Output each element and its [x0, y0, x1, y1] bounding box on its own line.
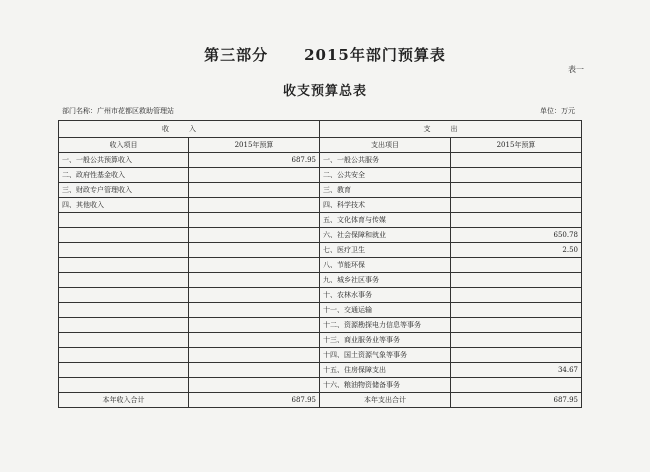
income-value-cell [189, 258, 320, 273]
expense-section-header: 支出 [320, 121, 582, 138]
expense-value-cell [451, 273, 582, 288]
income-value-cell [189, 168, 320, 183]
col-income-budget: 2015年预算 [189, 138, 320, 153]
expense-value-cell [451, 168, 582, 183]
income-item-cell [59, 228, 189, 243]
income-value-cell [189, 213, 320, 228]
expense-value-cell [451, 288, 582, 303]
expense-value-cell [451, 198, 582, 213]
expense-item-cell: 五、文化体育与传媒 [320, 213, 451, 228]
expense-item-cell: 八、节能环保 [320, 258, 451, 273]
page-title [0, 44, 650, 65]
income-item-cell [59, 318, 189, 333]
expense-value-cell [451, 258, 582, 273]
income-item-cell [59, 288, 189, 303]
expense-value-cell [451, 348, 582, 363]
table-row [59, 258, 582, 273]
expense-item-cell: 一、一般公共服务 [320, 153, 451, 168]
table-subtitle: 收支预算总表 [282, 84, 367, 99]
expense-item-cell: 七、医疗卫生 [320, 243, 451, 258]
expense-item-cell: 六、社会保障和就业 [320, 228, 451, 243]
expense-item-cell: 十二、资源勘探电力信息等事务 [320, 318, 451, 333]
table-row [59, 318, 582, 333]
income-value-cell [189, 333, 320, 348]
budget-title: 2015年部门预算表 [304, 46, 446, 64]
income-item-cell [59, 303, 189, 318]
expense-value-cell [451, 153, 582, 168]
part-label: 第三部分 [204, 46, 269, 64]
income-item-cell [59, 363, 189, 378]
income-value-cell [189, 273, 320, 288]
expense-value-cell: 650.78 [451, 228, 582, 243]
table-row [59, 213, 582, 228]
expense-value-cell [451, 183, 582, 198]
table-row [59, 363, 582, 378]
total-income-value: 687.95 [189, 393, 320, 408]
income-section-header: 收入 [59, 121, 320, 138]
income-value-cell: 687.95 [189, 153, 320, 168]
income-value-cell [189, 228, 320, 243]
expense-value-cell [451, 333, 582, 348]
expense-item-cell: 十三、商业服务业等事务 [320, 333, 451, 348]
income-item-cell [59, 348, 189, 363]
expense-item-cell: 十、农林水事务 [320, 288, 451, 303]
total-row [59, 393, 582, 408]
income-item-cell: 一、一般公共预算收入 [59, 153, 189, 168]
income-item-cell: 三、财政专户管理收入 [59, 183, 189, 198]
col-income-item: 收入项目 [59, 138, 189, 153]
income-item-cell [59, 213, 189, 228]
expense-item-cell: 十五、住房保障支出 [320, 363, 451, 378]
expense-value-cell [451, 303, 582, 318]
expense-item-cell: 四、科学技术 [320, 198, 451, 213]
expense-item-cell: 九、城乡社区事务 [320, 273, 451, 288]
table-row [59, 303, 582, 318]
expense-value-cell [451, 213, 582, 228]
table-row [59, 198, 582, 213]
table-row [59, 228, 582, 243]
col-expense-item: 支出项目 [320, 138, 451, 153]
expense-item-cell: 十一、交通运输 [320, 303, 451, 318]
column-header-row [59, 138, 582, 153]
income-item-cell [59, 273, 189, 288]
table-row [59, 183, 582, 198]
section-header-row [59, 121, 582, 138]
expense-value-cell: 34.67 [451, 363, 582, 378]
income-value-cell [189, 198, 320, 213]
expense-value-cell [451, 318, 582, 333]
department-name: 部门名称：广州市花都区救助管理站 [62, 107, 174, 115]
income-value-cell [189, 378, 320, 393]
income-item-cell [59, 333, 189, 348]
total-income-label: 本年收入合计 [59, 393, 189, 408]
income-value-cell [189, 348, 320, 363]
income-value-cell [189, 363, 320, 378]
income-value-cell [189, 183, 320, 198]
table-row [59, 273, 582, 288]
table-number: 表一 [568, 65, 584, 74]
income-item-cell: 四、其他收入 [59, 198, 189, 213]
income-item-cell [59, 378, 189, 393]
table-row [59, 153, 582, 168]
income-value-cell [189, 318, 320, 333]
expense-item-cell: 三、教育 [320, 183, 451, 198]
budget-table [58, 120, 582, 408]
table-row [59, 348, 582, 363]
income-value-cell [189, 243, 320, 258]
table-row [59, 288, 582, 303]
table-row [59, 333, 582, 348]
income-item-cell [59, 258, 189, 273]
expense-value-cell: 2.50 [451, 243, 582, 258]
income-item-cell: 二、政府性基金收入 [59, 168, 189, 183]
expense-value-cell [451, 378, 582, 393]
expense-item-cell: 二、公共安全 [320, 168, 451, 183]
income-value-cell [189, 303, 320, 318]
total-expense-value: 687.95 [451, 393, 582, 408]
total-expense-label: 本年支出合计 [320, 393, 451, 408]
income-value-cell [189, 288, 320, 303]
table-row [59, 243, 582, 258]
col-expense-budget: 2015年预算 [451, 138, 582, 153]
income-item-cell [59, 243, 189, 258]
table-row [59, 378, 582, 393]
expense-item-cell: 十六、粮油物资储备事务 [320, 378, 451, 393]
table-row [59, 168, 582, 183]
unit-label: 单位：万元 [540, 107, 575, 115]
expense-item-cell: 十四、国土资源气象等事务 [320, 348, 451, 363]
